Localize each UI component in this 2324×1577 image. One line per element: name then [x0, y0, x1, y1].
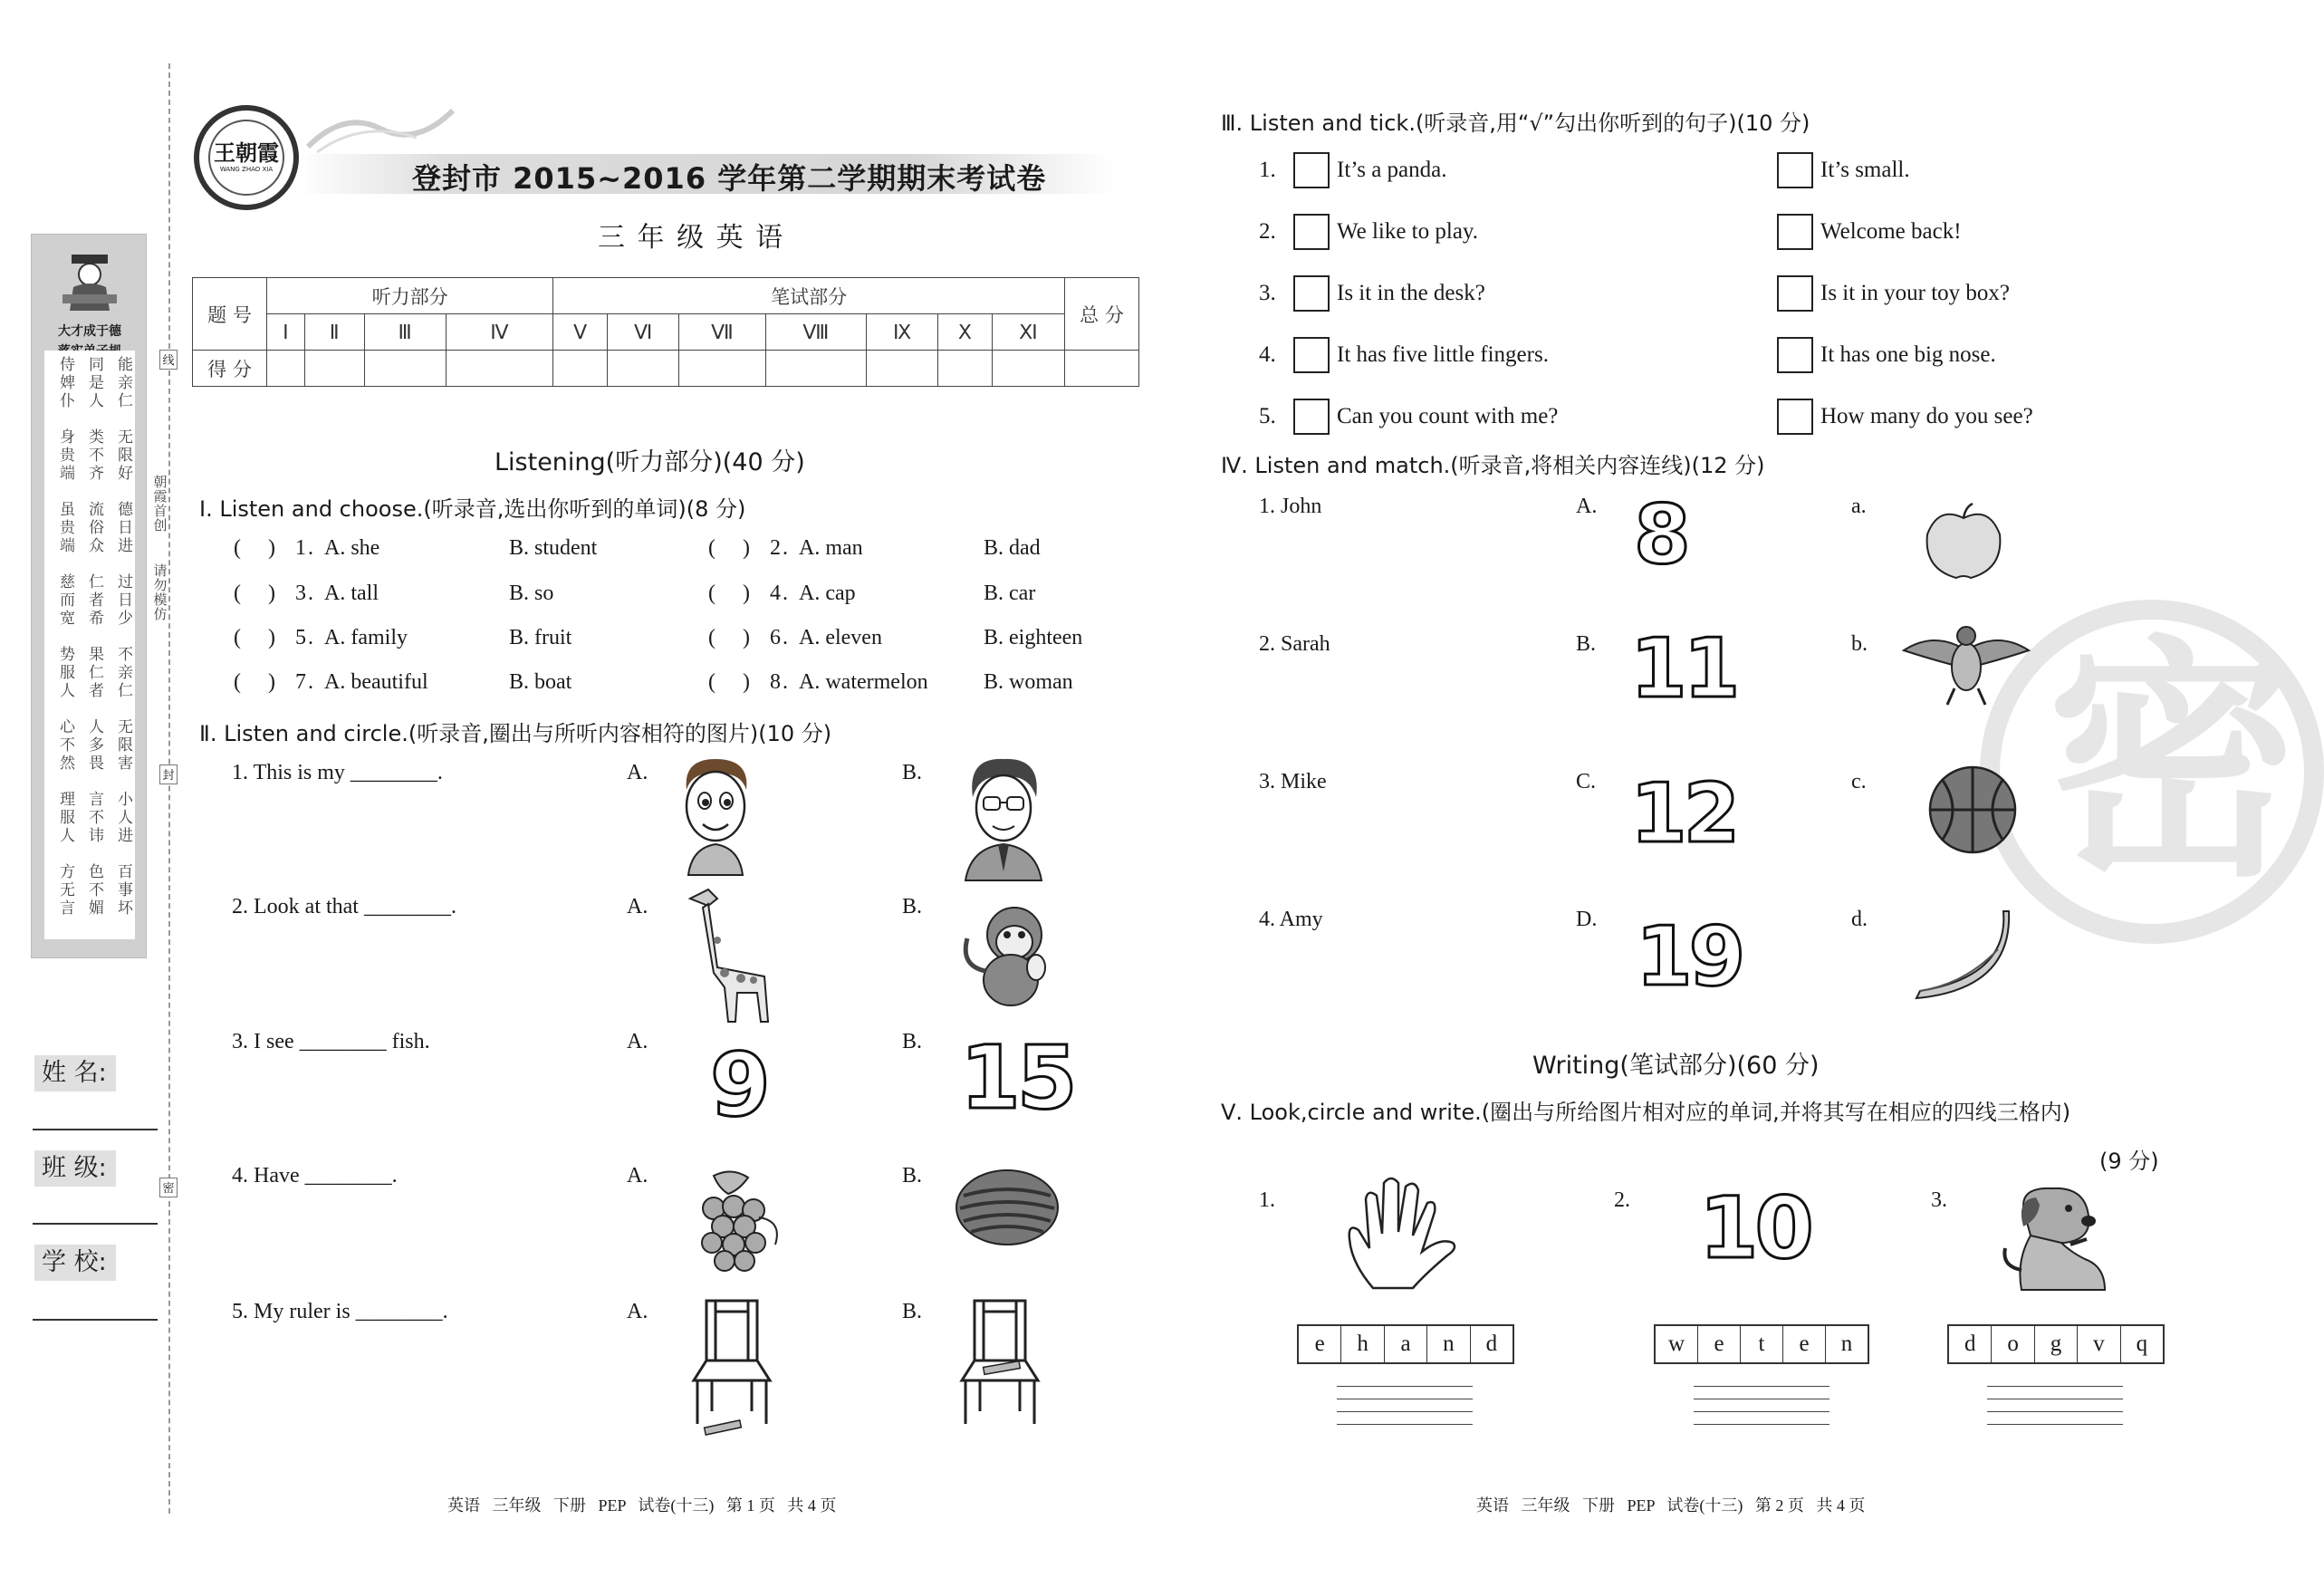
option-a: A. family: [324, 626, 408, 649]
logo-name: 王朝霞: [214, 139, 279, 166]
poem-col: 同是人: [85, 356, 103, 410]
sentence-a: It has five little fingers.: [1337, 342, 1549, 367]
big-number: 10: [1699, 1179, 1810, 1278]
letter-grid-3: [1947, 1324, 2165, 1364]
letter-cell[interactable]: o: [1992, 1326, 2034, 1362]
tick-box[interactable]: [1777, 214, 1813, 250]
tick-row: [1259, 152, 2074, 192]
option-label-a: A.: [627, 1030, 648, 1053]
letter-cell[interactable]: n: [1840, 1332, 1853, 1356]
match-name[interactable]: 3. Mike: [1259, 770, 1327, 793]
col-header: Ⅶ: [679, 314, 765, 351]
match-number[interactable]: 12: [1630, 766, 1737, 861]
writing-lines-2[interactable]: [1694, 1386, 1829, 1429]
ribbon-decoration: [308, 101, 453, 156]
match-number[interactable]: 19: [1636, 909, 1743, 1005]
score-cell[interactable]: [992, 351, 1064, 387]
bird-icon[interactable]: [1898, 623, 2034, 707]
letter-cell[interactable]: e: [1783, 1326, 1826, 1362]
pic-label: a.: [1851, 495, 1867, 518]
col-header: Ⅳ: [446, 314, 553, 351]
item-num: 1: [295, 536, 306, 560]
num-label: C.: [1576, 770, 1597, 793]
chair-ruler-on-icon[interactable]: [956, 1297, 1043, 1435]
item-num: 3: [295, 582, 306, 605]
question-text: 2. Look at that ________.: [232, 895, 456, 918]
score-table: [192, 277, 1139, 387]
poem-col: 无限害: [114, 718, 132, 773]
question-text: 4. Have ________.: [232, 1164, 398, 1188]
school-label: 学 校:: [34, 1245, 116, 1281]
fold-note: 朝霞首创: [151, 475, 168, 533]
letter-cell[interactable]: w: [1656, 1326, 1698, 1362]
option-label-b: B.: [902, 895, 923, 918]
question-text: 5. My ruler is ________.: [232, 1300, 448, 1323]
col-header: Ⅴ: [553, 314, 608, 351]
item-num: 1.: [1259, 1188, 1275, 1212]
score-cell[interactable]: [364, 351, 446, 387]
item-num: 7: [295, 670, 306, 694]
num-label: B.: [1576, 632, 1597, 656]
item-num: 1.: [1259, 158, 1276, 182]
question-text: 3. I see ________ fish.: [232, 1030, 430, 1053]
score-row-label: 得 分: [193, 351, 267, 387]
part5-points: (9 分): [2099, 1149, 2159, 1174]
poem-col: 色不媚: [85, 863, 103, 918]
match-name[interactable]: 2. Sarah: [1259, 632, 1330, 656]
tick-box[interactable]: [1777, 275, 1813, 312]
poem-col: 侍婢仆: [56, 356, 74, 410]
poem-col: 方无言: [56, 863, 74, 918]
number-option-b[interactable]: 15: [960, 1027, 1074, 1129]
part3-title: Ⅲ. Listen and tick.(听录音,用“√”勾出你听到的句子)(10 分): [1221, 111, 1810, 136]
poem-col: 果仁者: [85, 646, 103, 700]
seal-mark: 密: [159, 1178, 178, 1197]
poem-col: 类不齐: [85, 428, 103, 483]
tick-box[interactable]: [1777, 337, 1813, 373]
option-label-b: B.: [902, 1300, 923, 1323]
letter-cell[interactable]: a: [1385, 1326, 1427, 1362]
question-text: 1. This is my ________.: [232, 761, 443, 784]
class-label: 班 级:: [34, 1150, 116, 1187]
score-cell[interactable]: [765, 351, 867, 387]
name-label: 姓 名:: [34, 1055, 116, 1091]
tick-row: [1259, 399, 2074, 438]
sentence-b: How many do you see?: [1820, 404, 2033, 428]
item-num: 3.: [1259, 281, 1276, 305]
num-label: A.: [1576, 495, 1598, 518]
option-b: B. dad: [984, 536, 1041, 560]
scholar-icon: [53, 247, 126, 320]
hand-icon: [1346, 1176, 1460, 1292]
option-a: A. tall: [324, 582, 379, 605]
part2-title: Ⅱ. Listen and circle.(听录音,圈出与所听内容相符的图片)(10 分): [199, 721, 832, 746]
col-header: Ⅷ: [765, 314, 867, 351]
tick-box[interactable]: [1293, 399, 1330, 435]
option-label-b: B.: [902, 1164, 923, 1188]
poem-col: 流俗众: [85, 501, 103, 555]
option-b: B. so: [509, 582, 554, 605]
col-header: Ⅵ: [607, 314, 678, 351]
apple-icon[interactable]: [1920, 502, 2007, 582]
writing-title: Writing(笔试部分)(60 分): [1532, 1052, 1820, 1080]
item-num: 2.: [1259, 219, 1276, 244]
poem-col: 仁者希: [85, 573, 103, 628]
item-num: 2: [770, 536, 781, 560]
row-label: 题 号: [193, 278, 267, 351]
letter-cell[interactable]: t: [1741, 1326, 1783, 1362]
item-num: 2.: [1614, 1188, 1630, 1212]
tick-row: [1259, 275, 2074, 315]
tick-box[interactable]: [1293, 214, 1330, 250]
score-cell[interactable]: [446, 351, 553, 387]
col-header: Ⅰ: [267, 314, 305, 351]
score-cell[interactable]: [304, 351, 364, 387]
poem-col: 无限好: [114, 428, 132, 483]
score-cell[interactable]: [1065, 351, 1139, 387]
listening-header: 听力部分: [267, 278, 553, 314]
basketball-icon[interactable]: [1927, 764, 2018, 855]
letter-cell[interactable]: n: [1427, 1326, 1470, 1362]
footer-page1: 英语 三年级 下册 PEP 试卷(十三) 第 1 页 共 4 页: [447, 1496, 837, 1514]
fold-note: 请勿模仿: [151, 563, 168, 621]
grapes-icon[interactable]: [681, 1167, 795, 1279]
option-b: B. woman: [984, 670, 1073, 694]
col-header: Ⅲ: [364, 314, 446, 351]
listening-title: Listening(听力部分)(40 分): [495, 448, 805, 476]
letter-cell[interactable]: v: [2078, 1326, 2120, 1362]
option-a: A. cap: [799, 582, 856, 605]
poem-col: 不亲仁: [114, 646, 132, 700]
poem-col: 百事坏: [114, 863, 132, 918]
school-field[interactable]: [33, 1319, 158, 1321]
pic-label: d.: [1851, 908, 1868, 931]
letter-grid-1: [1297, 1324, 1514, 1364]
part1-title: Ⅰ. Listen and choose.(听录音,选出你听到的单词)(8 分): [199, 496, 746, 522]
option-label-a: A.: [627, 895, 648, 918]
subject-title: 三 年 级 英 语: [598, 222, 785, 254]
teacher-icon[interactable]: [958, 754, 1049, 880]
option-b: B. eighteen: [984, 626, 1083, 649]
match-number[interactable]: 11: [1630, 621, 1737, 716]
option-b: B. student: [509, 536, 598, 560]
poem-col: 身贵端: [56, 428, 74, 483]
option-label-a: A.: [627, 761, 648, 784]
seal-mark: 线: [159, 350, 178, 370]
pic-label: b.: [1851, 632, 1868, 656]
col-header: Ⅺ: [992, 314, 1064, 351]
total-header: 总 分: [1065, 278, 1139, 351]
exam-title: 登封市 2015~2016 学年第二学期期末考试卷: [412, 161, 1047, 196]
tick-row: [1259, 214, 2074, 254]
chair-ruler-under-icon[interactable]: [688, 1297, 775, 1435]
sentence-b: It’s small.: [1820, 158, 1910, 182]
score-cell[interactable]: [937, 351, 992, 387]
score-cell[interactable]: [267, 351, 305, 387]
letter-cell[interactable]: e: [1698, 1326, 1741, 1362]
poem-col: 言不讳: [85, 791, 103, 845]
poem-col: 过日少: [114, 573, 132, 628]
watermelon-icon[interactable]: [955, 1168, 1060, 1246]
letter-cell[interactable]: q: [2136, 1332, 2148, 1356]
tick-box[interactable]: [1777, 399, 1813, 435]
num-label: D.: [1576, 908, 1598, 931]
letter-cell[interactable]: d: [1949, 1326, 1992, 1362]
match-name[interactable]: 4. Amy: [1259, 908, 1323, 931]
name-field[interactable]: [33, 1129, 158, 1130]
sidebar-banner: [31, 234, 147, 958]
poem-col: 小人进: [114, 791, 132, 845]
option-label-b: B.: [902, 761, 923, 784]
class-field[interactable]: [33, 1223, 158, 1225]
option-b: B. car: [984, 582, 1036, 605]
option-a: A. man: [799, 536, 863, 560]
sentence-b: It has one big nose.: [1820, 342, 1996, 367]
number-option-a[interactable]: 9: [710, 1034, 767, 1136]
binding-dashed-line: [168, 63, 170, 1514]
item-num: 5: [295, 626, 306, 649]
poem-col: 心不然: [56, 718, 74, 773]
item-num: 3.: [1931, 1188, 1947, 1212]
tick-box[interactable]: [1293, 152, 1330, 188]
match-number[interactable]: 8: [1634, 487, 1687, 582]
boy-icon[interactable]: [670, 754, 761, 875]
part5-title: Ⅴ. Look,circle and write.(圈出与所给图片相对应的单词,并将其写在相应的四线三格内): [1221, 1100, 2071, 1125]
col-header: Ⅹ: [937, 314, 992, 351]
score-cell[interactable]: [553, 351, 608, 387]
score-cell[interactable]: [867, 351, 938, 387]
item-num: 5.: [1259, 404, 1276, 428]
tick-box[interactable]: [1293, 337, 1330, 373]
item-num: 4: [770, 582, 781, 605]
poem-col: 能亲仁: [114, 356, 132, 410]
option-a: A. watermelon: [799, 670, 928, 694]
tick-row: [1259, 337, 2074, 377]
letter-cell[interactable]: e: [1299, 1326, 1341, 1362]
banana-icon[interactable]: [1911, 908, 2012, 1002]
sentence-a: Can you count with me?: [1337, 404, 1559, 428]
col-header: Ⅸ: [867, 314, 938, 351]
option-b: B. fruit: [509, 626, 572, 649]
writing-lines-3[interactable]: [1987, 1386, 2123, 1429]
col-header: Ⅱ: [304, 314, 364, 351]
match-name[interactable]: 1. John: [1259, 495, 1322, 518]
sentence-b: Welcome back!: [1820, 219, 1962, 244]
publisher-logo: [194, 105, 299, 210]
sentence-b: Is it in your toy box?: [1820, 281, 2011, 305]
item-num: 8: [770, 670, 781, 694]
option-a: A. she: [324, 536, 380, 560]
seal-mark: 封: [159, 764, 178, 784]
option-b: B. boat: [509, 670, 572, 694]
option-label-b: B.: [902, 1030, 923, 1053]
poem-col: 虽贵端: [56, 501, 74, 555]
poem-col: 德日进: [114, 501, 132, 555]
writing-header: 笔试部分: [553, 278, 1065, 314]
option-label-a: A.: [627, 1164, 648, 1188]
sentence-a: It’s a panda.: [1337, 158, 1447, 182]
poem-col: 势服人: [56, 646, 74, 700]
option-a: A. eleven: [799, 626, 882, 649]
option-label-a: A.: [627, 1300, 648, 1323]
dog-icon: [1998, 1179, 2123, 1297]
poem-panel: [44, 351, 135, 939]
score-cell[interactable]: [679, 351, 765, 387]
poem-col: 人多畏: [85, 718, 103, 773]
tick-box[interactable]: [1777, 152, 1813, 188]
banner-top-text: 大才成于德: [58, 324, 121, 339]
monkey-icon[interactable]: [955, 902, 1063, 1014]
footer-page2: 英语 三年级 下册 PEP 试卷(十三) 第 2 页 共 4 页: [1476, 1496, 1866, 1514]
watermark-seal: 密: [2047, 613, 2300, 911]
letter-cell[interactable]: d: [1485, 1332, 1498, 1356]
poem-col: 慈而宽: [56, 573, 74, 628]
part4-title: Ⅳ. Listen and match.(听录音,将相关内容连线)(12 分): [1221, 453, 1765, 478]
sentence-a: Is it in the desk?: [1337, 281, 1485, 305]
letter-cell[interactable]: h: [1341, 1326, 1384, 1362]
sentence-a: We like to play.: [1337, 219, 1479, 244]
giraffe-icon[interactable]: [681, 886, 781, 1025]
item-num: 4.: [1259, 342, 1276, 367]
tick-box[interactable]: [1293, 275, 1330, 312]
pic-label: c.: [1851, 770, 1867, 793]
writing-lines-1[interactable]: [1337, 1386, 1473, 1429]
logo-sub: WANG ZHAO XIA: [219, 166, 274, 173]
item-num: 6: [770, 626, 781, 649]
letter-cell[interactable]: g: [2035, 1326, 2078, 1362]
option-a: A. beautiful: [324, 670, 428, 694]
score-cell[interactable]: [607, 351, 678, 387]
poem-col: 理服人: [56, 791, 74, 845]
letter-grid-2: [1654, 1324, 1869, 1364]
